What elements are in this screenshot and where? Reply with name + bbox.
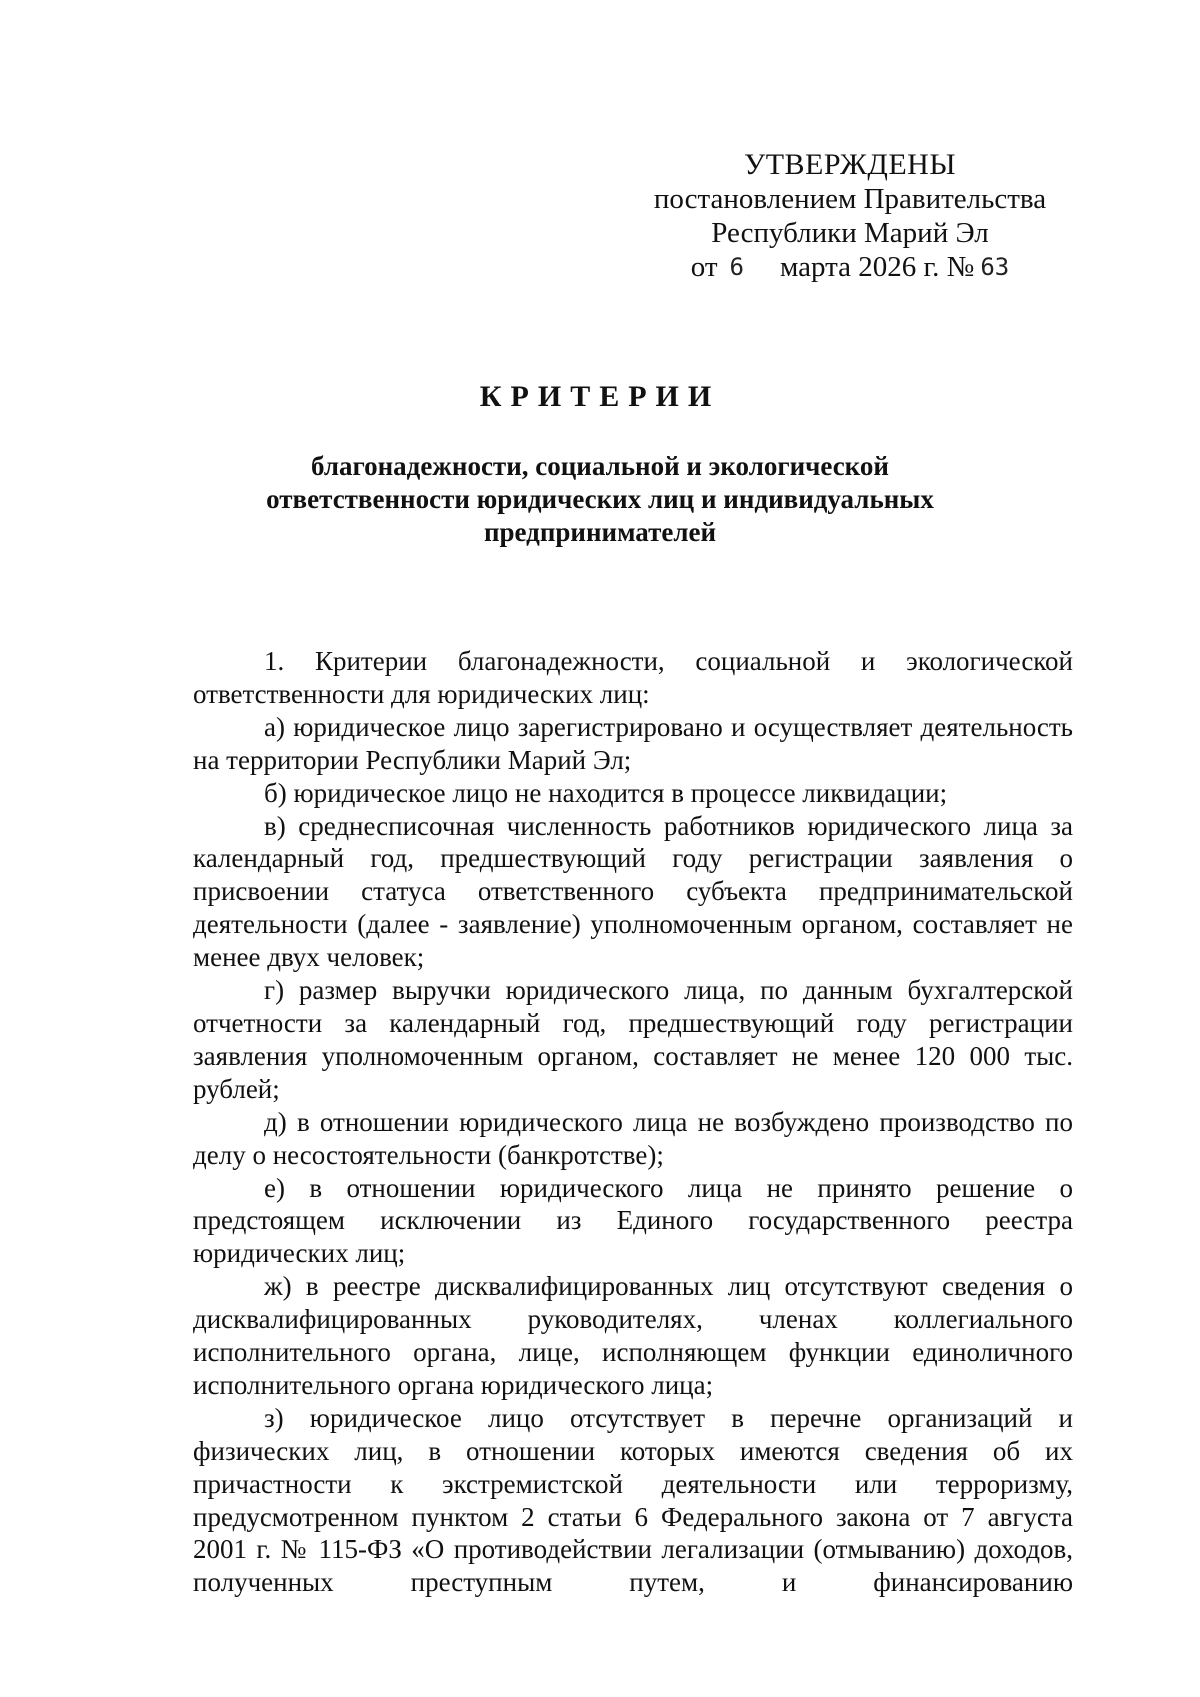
approval-title: УТВЕРЖДЕНЫ: [743, 148, 957, 181]
paragraph-g: г) размер выручки юридического лица, по данным бухгалтерской отчетности за календарный год, предшествующий году регистрации заявления уполномоченным органом, составляет не менее 120 000 тыс. рублей;: [193, 975, 1073, 1104]
document-title: КРИТЕРИИ: [479, 380, 721, 413]
approval-line-1: постановлением Правительства: [653, 183, 1047, 215]
paragraph-d: д) в отношении юридического лица не возбуждено производство по делу о несостоятельности (банкротстве);: [193, 1106, 1073, 1170]
paragraph-z: з) юридическое лицо отсутствует в перечне организаций и физических лиц, в отношении которых имеются сведения об их причастности к экстремистской деятельности или терроризму, предусмотренном пунктом 2 статьи 6 Федерального закона от 7 августа 2001 г. № 115-ФЗ «О противодействии легализации (отмыванию) доходов, полученных преступным путем, и финансированию: [193, 1402, 1073, 1598]
approval-stamp-block: [640, 148, 1060, 284]
subtitle-line-1: благонадежности, социальной и экологической: [311, 451, 889, 481]
paragraph-v: в) среднесписочная численность работников юридического лица за календарный год, предшествующий году регистрации заявления о присвоении статуса ответственного субъекта предпринимательской деятельности (далее - заявление) уполномоченным органом, составляет не менее двух человек;: [193, 810, 1073, 973]
subtitle-line-3: предпринимателей: [483, 517, 717, 547]
paragraph-b: б) юридическое лицо не находится в процессе ликвидации;: [264, 777, 948, 808]
approval-date-day: 6: [729, 253, 744, 281]
approval-date-line: [640, 250, 1060, 284]
approval-line-2: Республики Марий Эл: [711, 217, 989, 249]
approval-date-rest: марта 2026 г. №: [780, 251, 975, 283]
document-body: [193, 645, 1073, 1599]
paragraph-a: а) юридическое лицо зарегистрировано и осуществляет деятельность на территории Республики Марий Эл;: [193, 711, 1073, 775]
approval-number: 63: [980, 253, 1010, 281]
document-subtitle: [250, 450, 950, 549]
subtitle-line-2: ответственности юридических лиц и индивидуальных: [266, 484, 934, 514]
paragraph-1: 1. Критерии благонадежности, социальной и экологической ответственности для юридических лиц:: [193, 646, 1073, 709]
paragraph-zh: ж) в реестре дисквалифицированных лиц отсутствуют сведения о дисквалифицированных руководителях, членах коллегиального исполнительного органа, лице, исполняющем функции единоличного исполнительного органа юридического лица;: [193, 1271, 1073, 1400]
approval-date-prefix: от: [690, 251, 718, 283]
paragraph-e: е) в отношении юридического лица не принято решение о предстоящем исключении из Единого государственного реестра юридических лиц;: [193, 1172, 1073, 1269]
